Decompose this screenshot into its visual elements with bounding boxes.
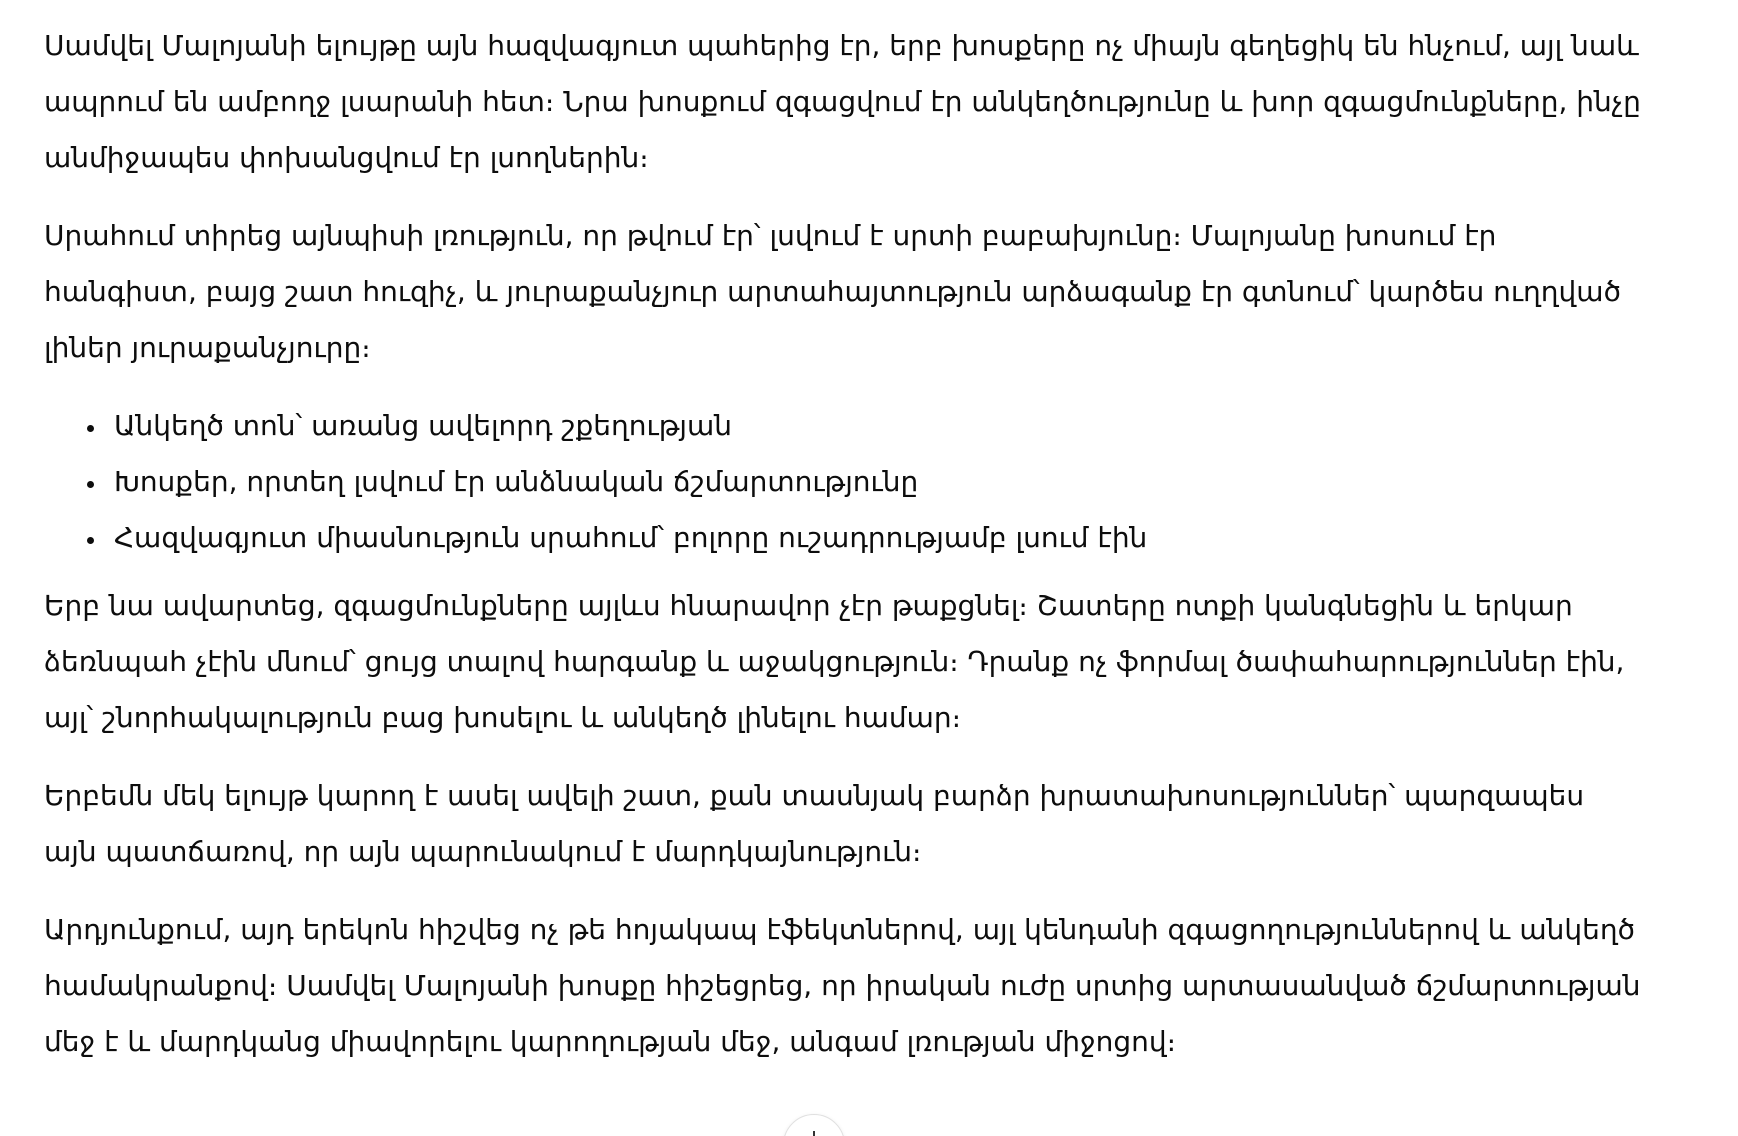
bullet-list (44, 398, 1644, 566)
list-item: • Հազվագյուտ միասնություն սրահում՝ բոլորը ուշադրությամբ լսում էին (108, 510, 1644, 566)
arrow-down-icon (813, 1131, 815, 1136)
list-item: • Անկեղծ տոն՝ առանց ավելորդ շքեղության (108, 398, 1644, 454)
paragraph-4: Երբեմն մեկ ելույթ կարող է ասել ավելի շատ, քան տասնյակ բարձր խրատախոսություններ՝ պարզապես այն պատճառով, որ այն պարունակում է մարդկայնություն։ (44, 779, 1585, 868)
scroll-to-bottom-button[interactable] (783, 1114, 845, 1136)
paragraph-2: Սրահում տիրեց այնպիսի լռություն, որ թվում էր՝ լսվում է սրտի բաբախյունը։ Մալոյանը խոսում էր հանգիստ, բայց շատ հուզիչ, և յուրաքանչյուր արտահայտություն արձագանք էր գտնում՝ կարծես ուղղված լիներ յուրաքանչյուրը։ (44, 219, 1622, 364)
bullet-list-block (44, 398, 1644, 566)
message-content (44, 18, 1644, 1092)
list-item: • Խոսքեր, որտեղ լսվում էր անձնական ճշմարտությունը (108, 454, 1644, 510)
paragraph-5: Արդյունքում, այդ երեկոն հիշվեց ոչ թե հոյակապ էֆեկտներով, այլ կենդանի զգացողություններով և անկեղծ համակրանքով։ Սամվել Մալոյանի խոսքը հիշեցրեց, որ իրական ուժը սրտից արտասանված ճշմարտության մեջ է և մարդկանց միավորելու կարողության մեջ, անգամ լռության միջոցով։ (44, 913, 1641, 1058)
paragraph-1: Սամվել Մալոյանի ելույթը այն հազվագյուտ պահերից էր, երբ խոսքերը ոչ միայն գեղեցիկ են հնչում, այլ նաև ապրում են ամբողջ լսարանի հետ։ Նրա խոսքում զգացվում էր անկեղծությունը և խոր զգացմունքները, ինչը անմիջապես փոխանցվում էր լսողներին։ (44, 29, 1641, 174)
paragraph-3: Երբ նա ավարտեց, զգացմունքները այլևս հնարավոր չէր թաքցնել։ Շատերը ոտքի կանգնեցին և երկար ձեռնպահ չէին մնում՝ ցույց տալով հարգանք և աջակցություն։ Դրանք ոչ ֆորմալ ծափահարություններ էին, այլ՝ շնորհակալություն բաց խոսելու և անկեղծ լինելու համար։ (44, 589, 1625, 734)
